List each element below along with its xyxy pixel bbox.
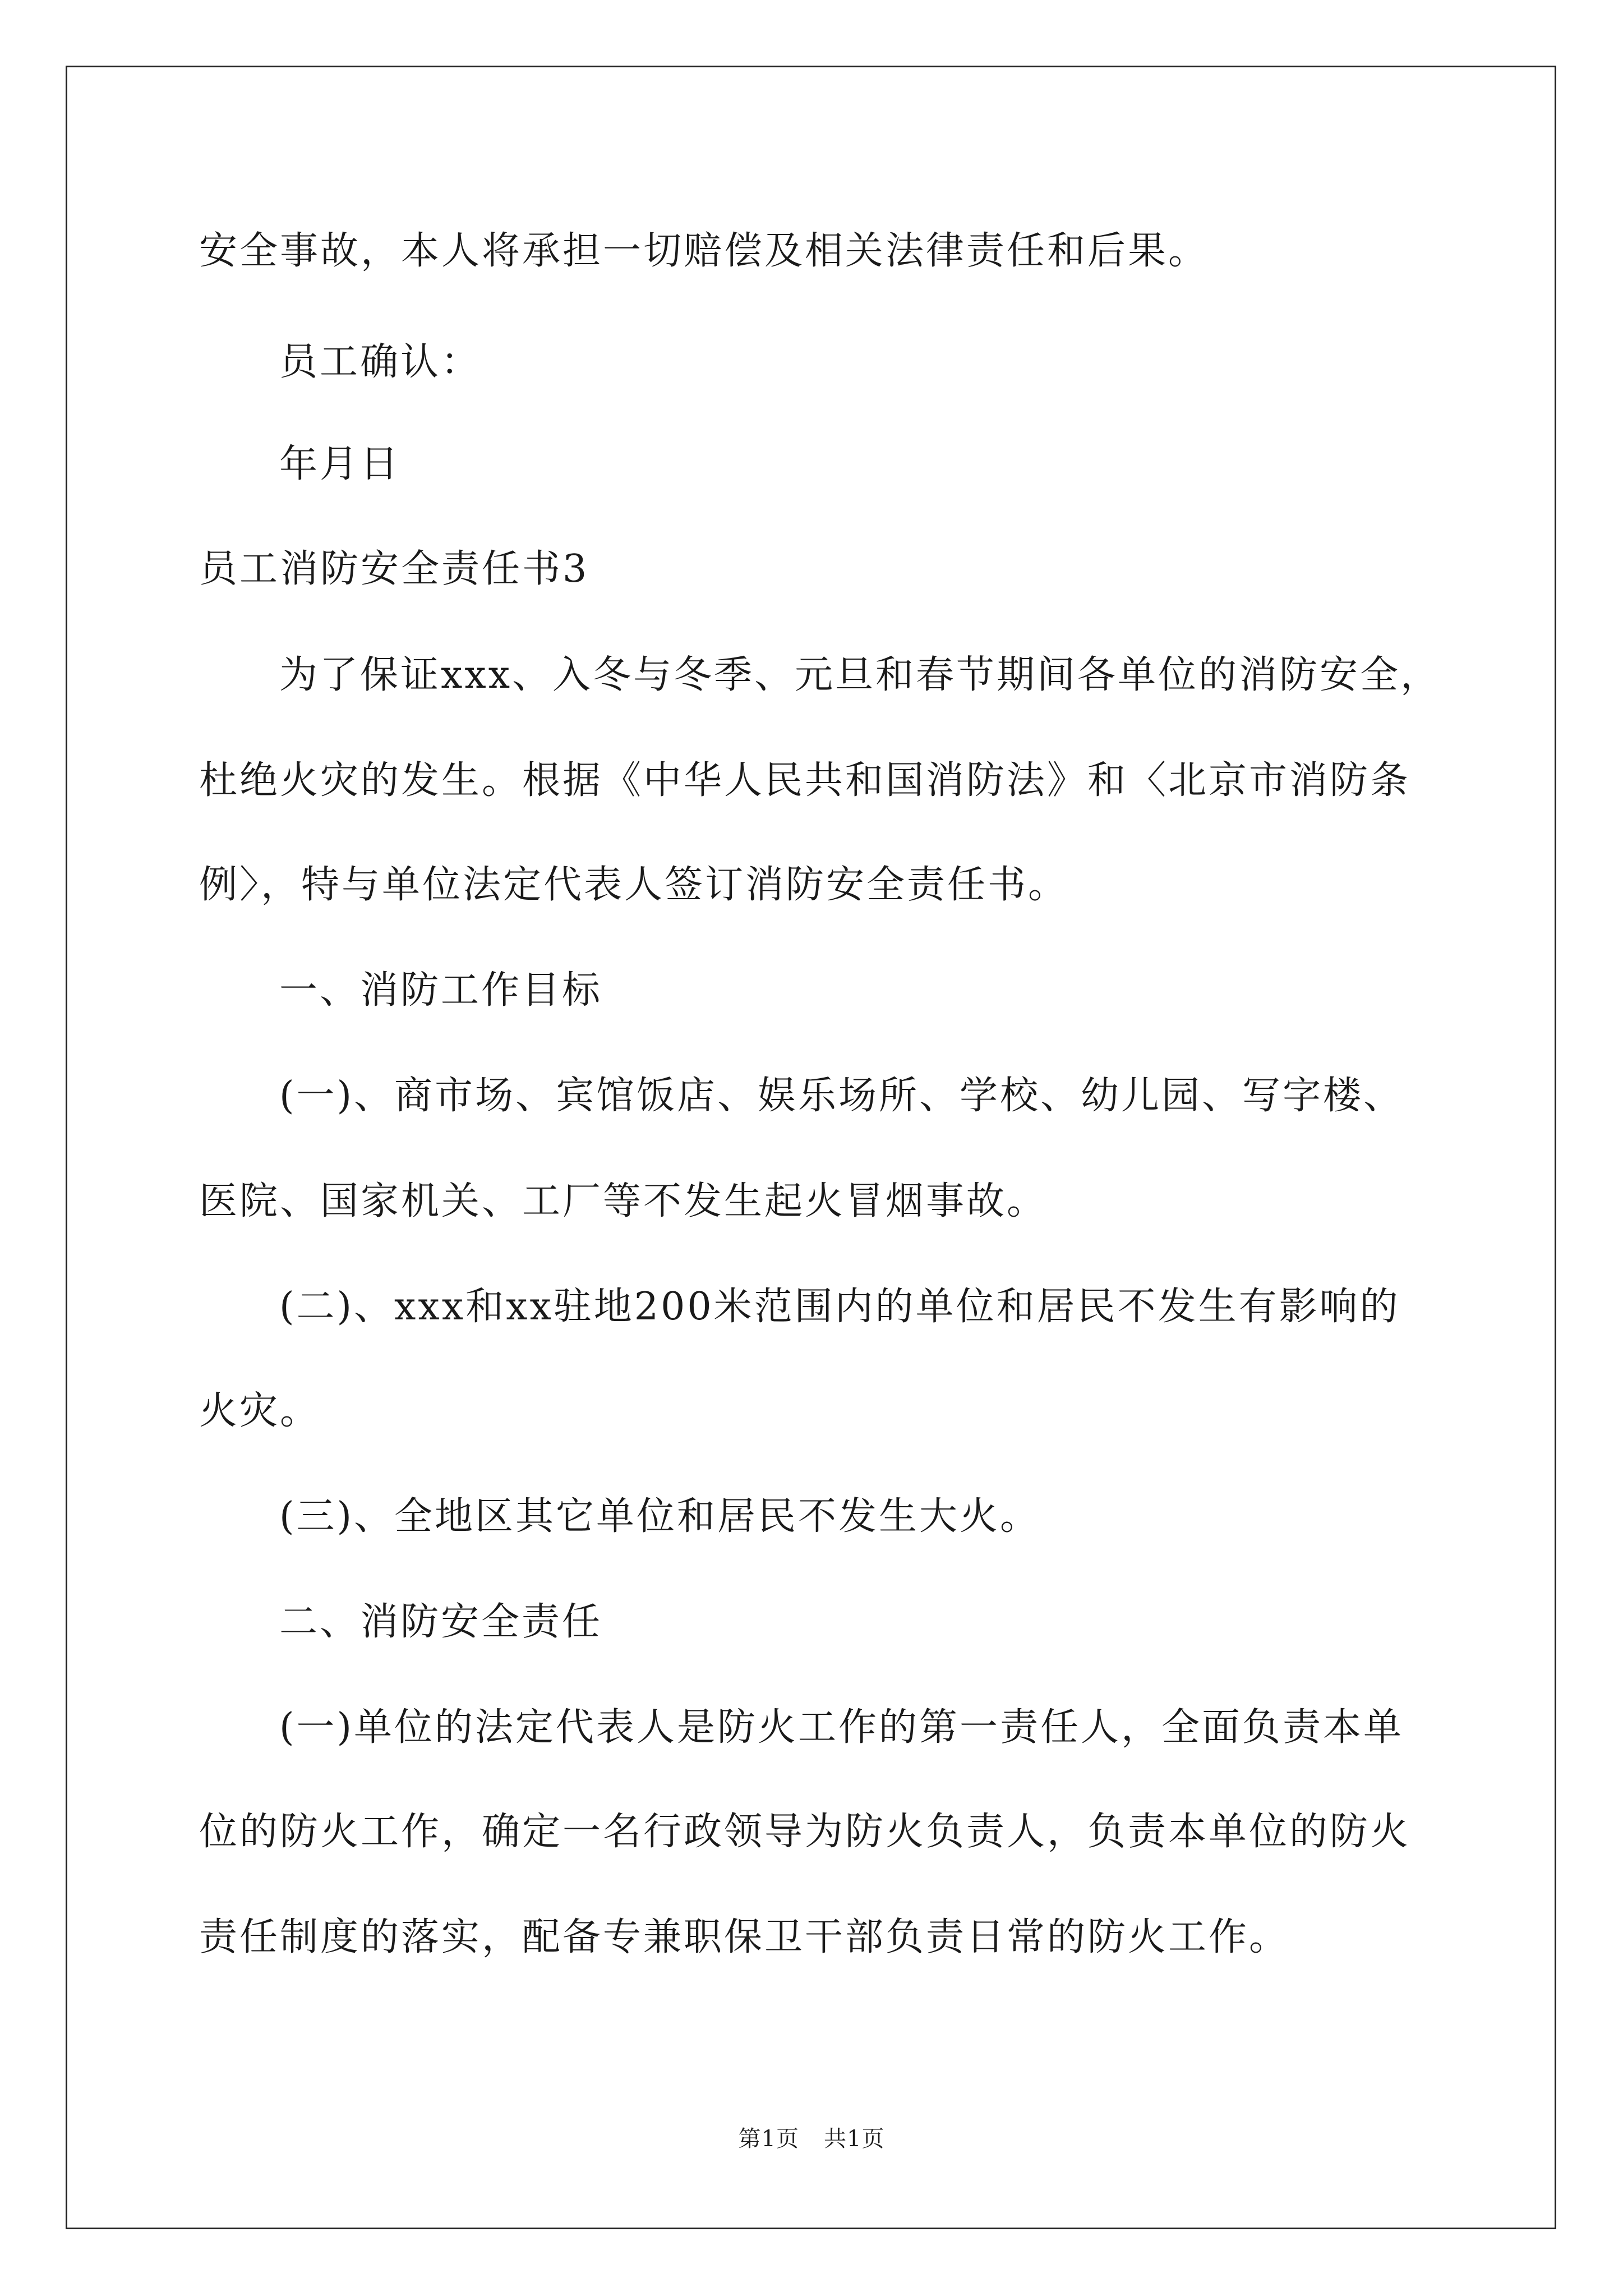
paragraph-line: 责任制度的落实，配备专兼职保卫干部负责日常的防火工作。	[199, 1915, 1290, 1959]
paragraph-line: 安全事故，本人将承担一切赔偿及相关法律责任和后果。	[199, 229, 1209, 273]
total-pages: 共1页	[824, 2126, 885, 2152]
page-number: 第1页	[738, 2126, 799, 2152]
paragraph-line: 火灾。	[199, 1389, 321, 1433]
date-label: 年月日	[279, 442, 401, 486]
paragraph-line: (二)、xxx和xx驻地200米范围内的单位和居民不发生有影响的	[279, 1285, 1400, 1329]
paragraph-line: (三)、全地区其它单位和居民不发生大火。	[279, 1494, 1041, 1539]
paragraph-line: (一)、商市场、宾馆饭店、娱乐场所、学校、幼儿园、写字楼、	[279, 1074, 1404, 1118]
section-title: 员工消防安全责任书3	[199, 547, 589, 591]
employee-confirm-label: 员工确认：	[279, 340, 482, 384]
page-footer	[0, 2125, 1623, 2153]
heading-line: 一、消防工作目标	[279, 968, 603, 1013]
paragraph-line: 医院、国家机关、工厂等不发生起火冒烟事故。	[199, 1179, 1048, 1223]
paragraph-line: 位的防火工作，确定一名行政领导为防火负责人，负责本单位的防火	[199, 1810, 1411, 1854]
paragraph-line: 例〉，特与单位法定代表人签订消防安全责任书。	[199, 863, 1069, 907]
page-frame	[66, 66, 1556, 2229]
paragraph-line: 为了保证xxx、入冬与冬季、元旦和春节期间各单位的消防安全，	[279, 653, 1441, 697]
paragraph-line: 杜绝火灾的发生。根据《中华人民共和国消防法》和〈北京市消防条	[199, 758, 1411, 803]
heading-line: 二、消防安全责任	[279, 1600, 603, 1644]
paragraph-line: (一)单位的法定代表人是防火工作的第一责任人，全面负责本单	[279, 1705, 1404, 1750]
